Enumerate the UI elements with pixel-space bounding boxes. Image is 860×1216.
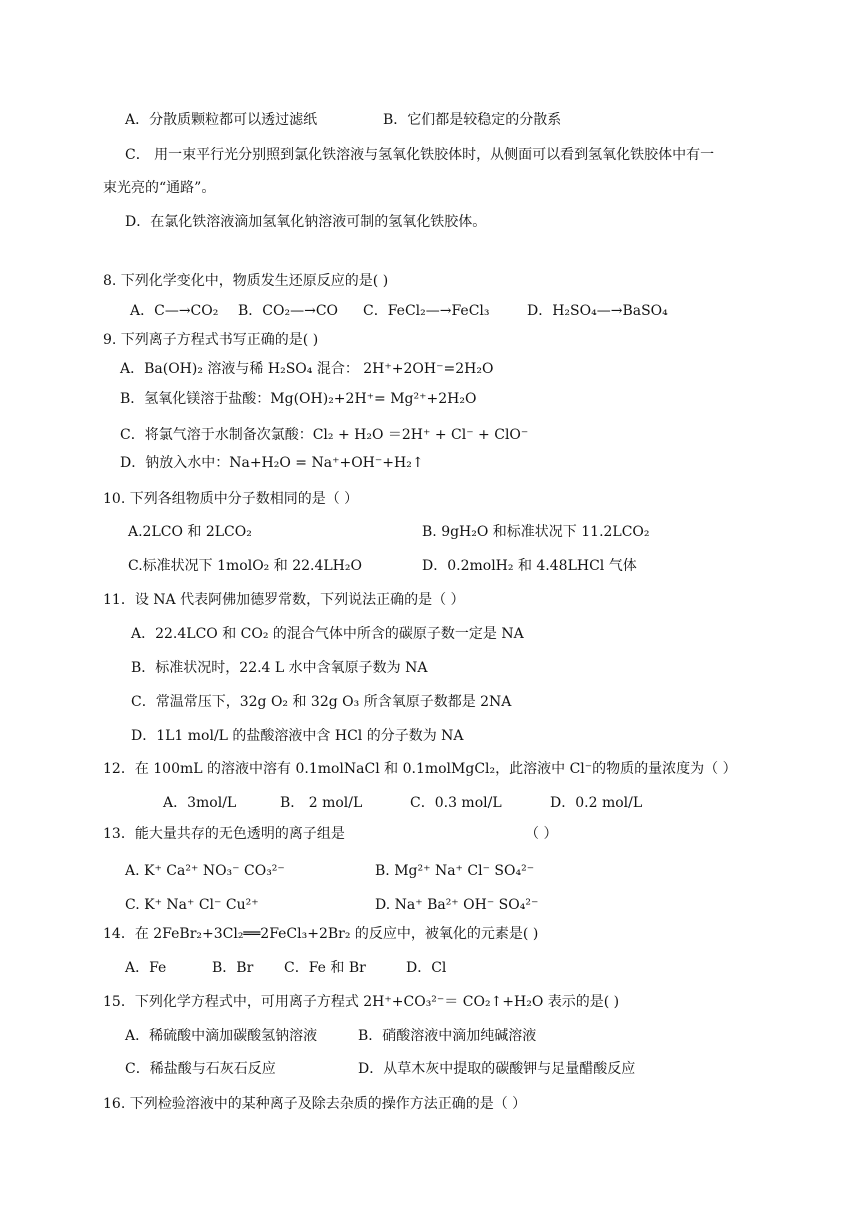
q11-option-c: C．常温常压下，32g O₂ 和 32g O₃ 所含氧原子数都是 2NA	[131, 694, 512, 710]
q12-option-d: D．0.2 mol/L	[550, 795, 643, 811]
q11-stem: 11．设 NA 代表阿佛加德罗常数，下列说法正确的是（ ）	[103, 592, 465, 608]
q14-option-c: C．Fe 和 Br	[284, 960, 366, 976]
q15-stem: 15．下列化学方程式中，可用离子方程式 2H⁺+CO₃²⁻＝ CO₂↑+H₂O 表示的是( )	[103, 994, 620, 1010]
q7-option-c-line2: 束光亮的“通路”。	[103, 180, 216, 196]
q7-option-b: B．它们都是较稳定的分散系	[383, 112, 562, 128]
q15-option-d: D．从草木灰中提取的碳酸钾与足量醋酸反应	[358, 1061, 636, 1077]
q16-stem: 16. 下列检验溶液中的某种离子及除去杂质的操作方法正确的是（ ）	[103, 1096, 527, 1112]
q8-option-a: A．C—→CO₂	[130, 303, 219, 319]
q12-option-a: A．3mol/L	[163, 795, 237, 811]
q13-answer-paren: （ ）	[525, 826, 558, 842]
q12-option-c: C．0.3 mol/L	[410, 795, 502, 811]
q13-option-b: B. Mg²⁺ Na⁺ Cl⁻ SO₄²⁻	[375, 863, 535, 879]
q14-option-a: A．Fe	[125, 960, 167, 976]
q7-option-a: A．分散质颗粒都可以透过滤纸	[125, 112, 318, 128]
q15-option-c: C．稀盐酸与石灰石反应	[125, 1061, 276, 1077]
q14-option-b: B．Br	[212, 960, 254, 976]
q11-option-a: A．22.4LCO 和 CO₂ 的混合气体中所含的碳原子数一定是 NA	[131, 626, 524, 642]
q8-option-c: C．FeCl₂—→FeCl₃	[363, 303, 490, 319]
q10-option-b: B. 9gH₂O 和标准状况下 11.2LCO₂	[422, 524, 650, 540]
q8-option-d: D．H₂SO₄—→BaSO₄	[527, 303, 668, 319]
q9-option-b: B．氢氧化镁溶于盐酸：Mg(OH)₂+2H⁺= Mg²⁺+2H₂O	[120, 391, 477, 407]
q15-option-b: B．硝酸溶液中滴加纯碱溶液	[358, 1028, 537, 1044]
q10-option-c: C.标准状况下 1molO₂ 和 22.4LH₂O	[128, 558, 362, 574]
q10-option-a: A.2LCO 和 2LCO₂	[128, 524, 252, 540]
q12-option-b: B． 2 mol/L	[280, 795, 363, 811]
q10-stem: 10. 下列各组物质中分子数相同的是（ ）	[103, 491, 359, 507]
q9-stem: 9. 下列离子方程式书写正确的是( )	[103, 332, 319, 348]
q13-option-a: A. K⁺ Ca²⁺ NO₃⁻ CO₃²⁻	[125, 863, 285, 879]
q8-stem: 8. 下列化学变化中，物质发生还原反应的是( )	[103, 273, 389, 289]
q12-stem: 12．在 100mL 的溶液中溶有 0.1molNaCl 和 0.1molMgCl₂，此溶液中 Cl⁻的物质的量浓度为（ ）	[103, 761, 737, 777]
q14-stem: 14．在 2FeBr₂+3Cl₂══2FeCl₃+2Br₂ 的反应中，被氧化的元素是( )	[103, 926, 539, 942]
q13-stem: 13．能大量共存的无色透明的离子组是	[103, 826, 345, 842]
q13-option-d: D. Na⁺ Ba²⁺ OH⁻ SO₄²⁻	[375, 897, 539, 913]
q13-option-c: C. K⁺ Na⁺ Cl⁻ Cu²⁺	[125, 897, 259, 913]
q15-option-a: A．稀硫酸中滴加碳酸氢钠溶液	[125, 1028, 318, 1044]
q7-option-d: D．在氯化铁溶液滴加氢氧化钠溶液可制的氢氧化铁胶体。	[125, 214, 487, 230]
q8-option-b: B．CO₂—→CO	[238, 303, 339, 319]
q11-option-d: D．1L1 mol/L 的盐酸溶液中含 HCl 的分子数为 NA	[131, 728, 464, 744]
q14-option-d: D．Cl	[406, 960, 447, 976]
q7-option-c-line1: C． 用一束平行光分别照到氯化铁溶液与氢氧化铁胶体时，从侧面可以看到氢氧化铁胶体中有一	[125, 147, 715, 163]
q11-option-b: B．标准状况时，22.4 L 水中含氧原子数为 NA	[131, 660, 428, 676]
q9-option-d: D．钠放入水中：Na+H₂O = Na⁺+OH⁻+H₂↑	[120, 455, 424, 471]
q9-option-c: C．将氯气溶于水制备次氯酸：Cl₂ + H₂O ＝2H⁺ + Cl⁻ + ClO⁻	[120, 427, 529, 443]
q9-option-a: A．Ba(OH)₂ 溶液与稀 H₂SO₄ 混合： 2H⁺+2OH⁻=2H₂O	[120, 361, 494, 377]
q10-option-d: D．0.2molH₂ 和 4.48LHCl 气体	[422, 558, 637, 574]
